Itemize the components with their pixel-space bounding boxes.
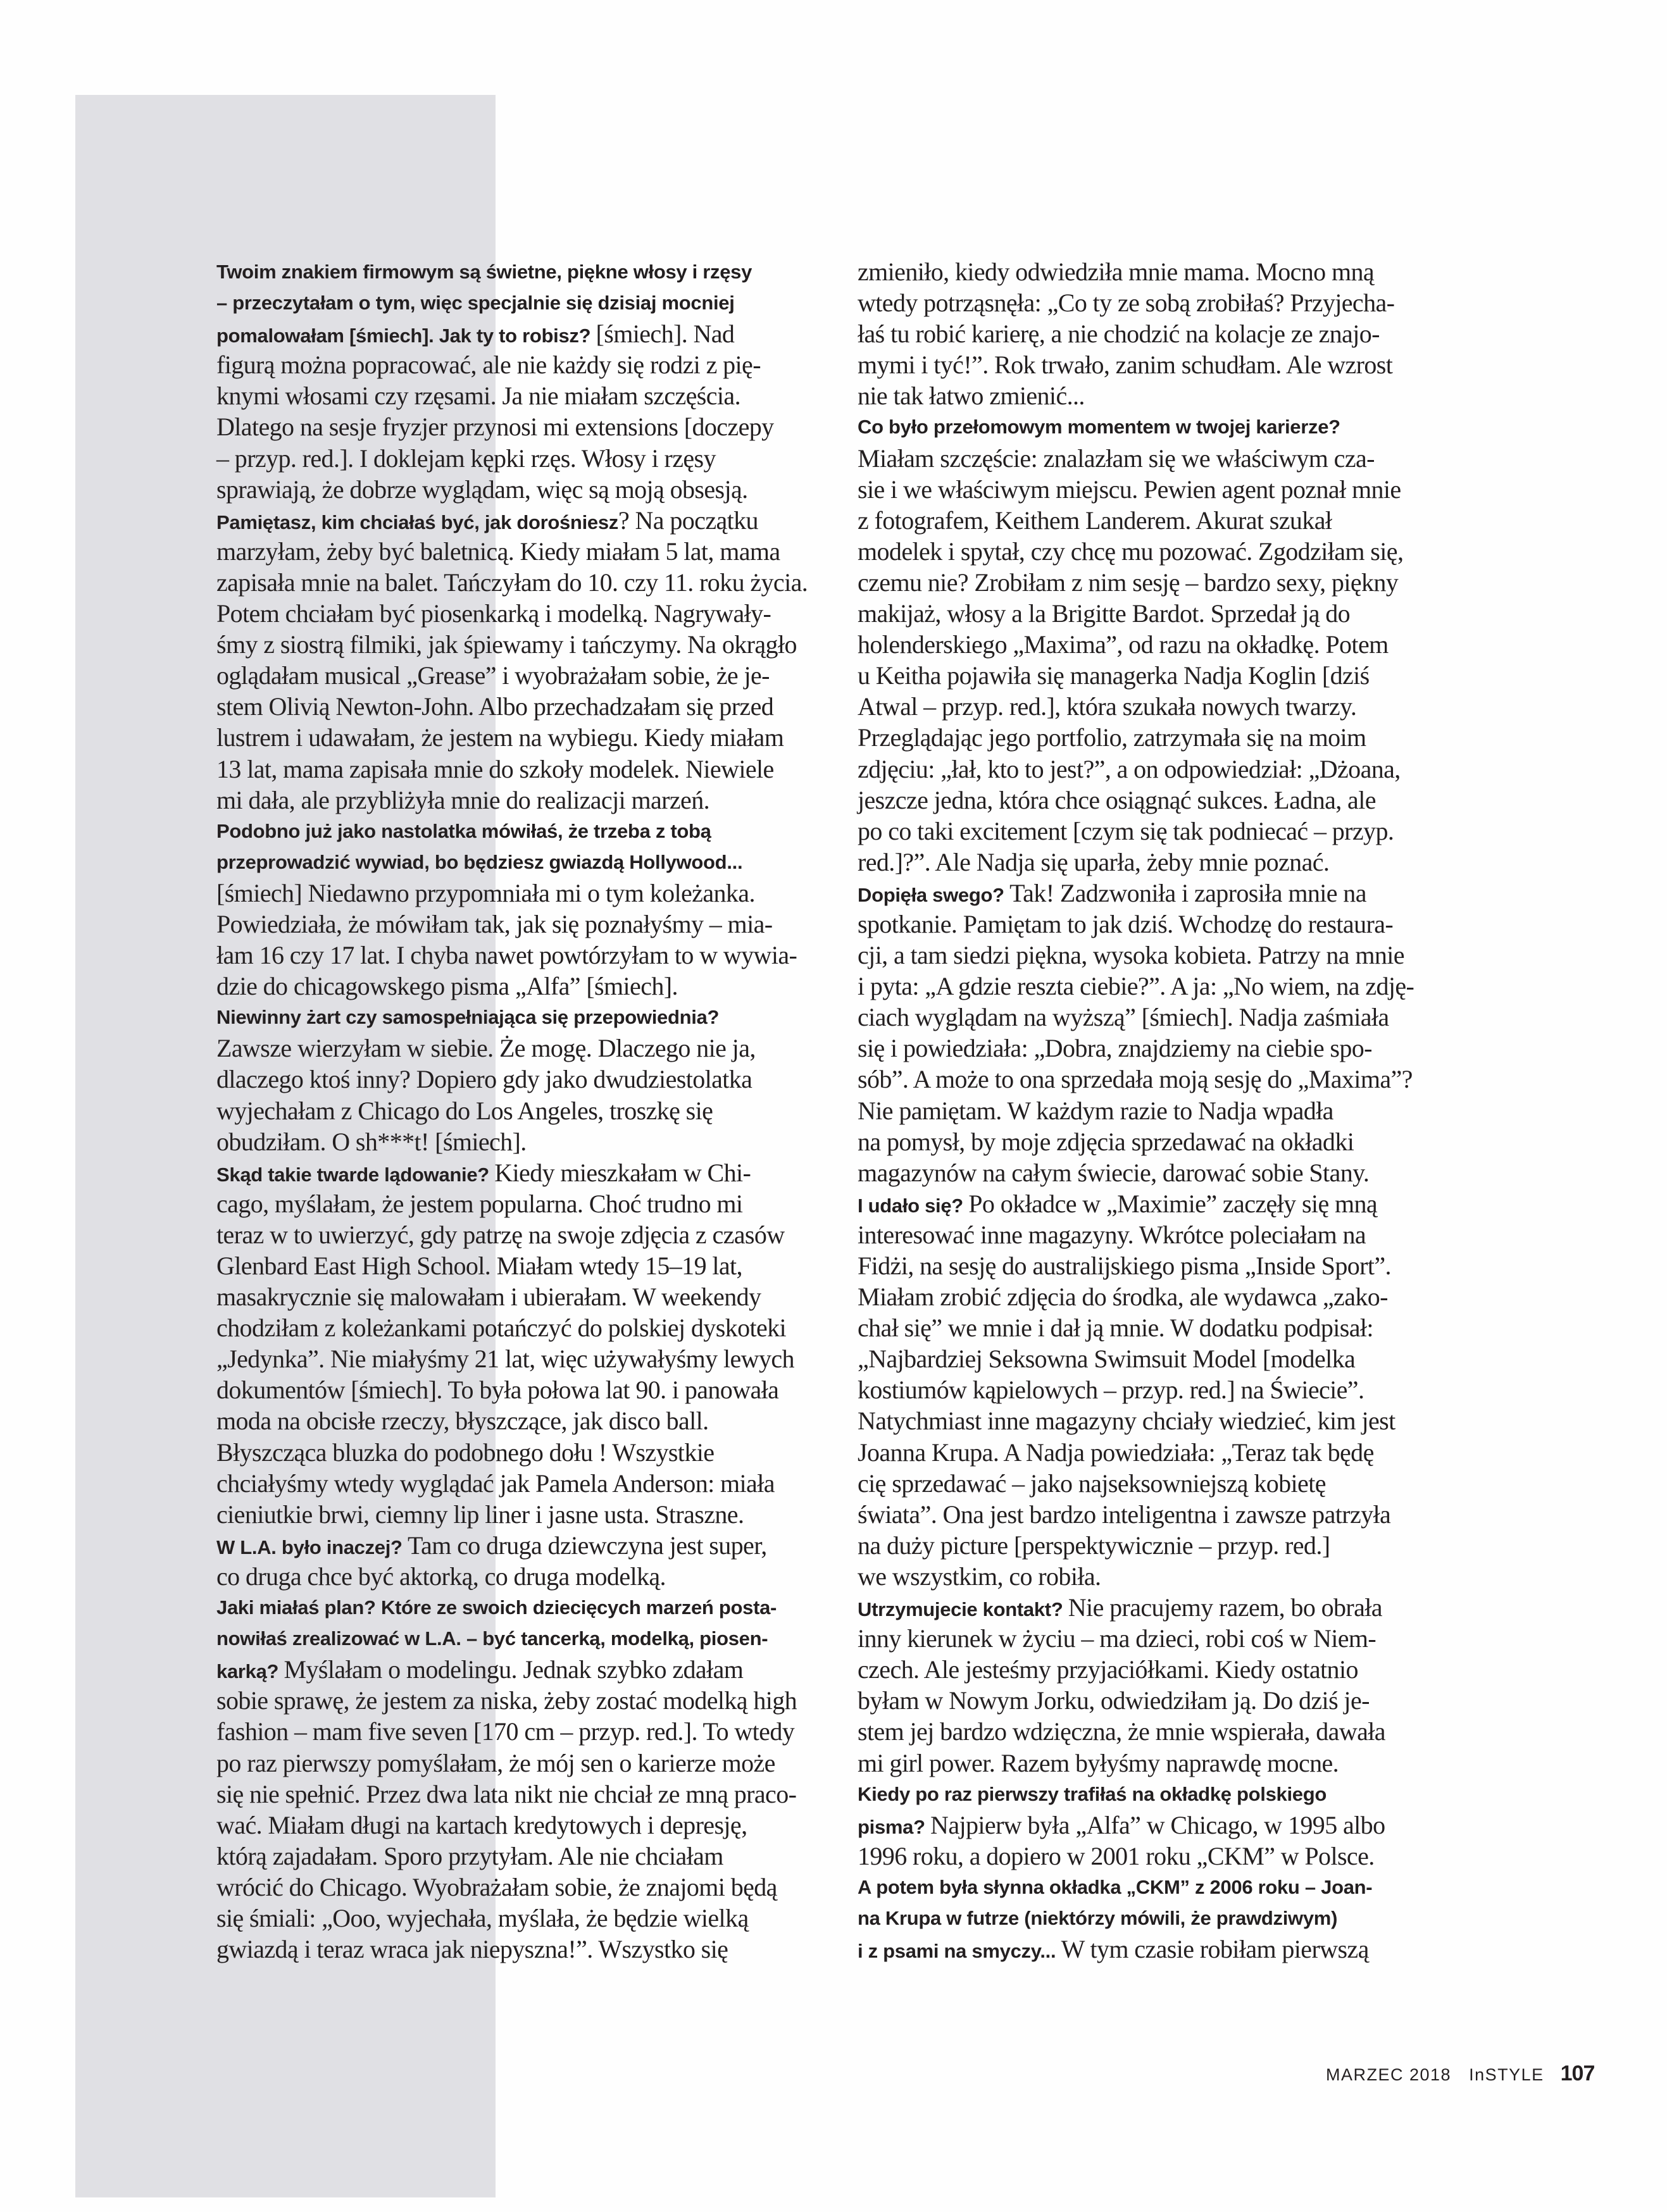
article-line: [858, 629, 1456, 660]
article-line: [858, 1592, 1456, 1623]
article-line: [216, 1343, 818, 1374]
interview-answer-text: Zawsze wierzyłam w siebie. Że mogę. Dlaczego nie ja,: [216, 1034, 756, 1063]
article-line: [216, 1033, 818, 1064]
interview-answer-text: Nie pamiętam. W każdym razie to Nadja wpadła: [858, 1096, 1333, 1125]
interview-answer-text: chał się” we mnie i dał ją mnie. W dodatku podpisał:: [858, 1314, 1373, 1343]
interview-question: Dopięła swego?: [858, 883, 1010, 906]
interview-answer-text: sób”. A może to ona sprzedała moją sesję do „Maxima”?: [858, 1065, 1413, 1094]
article-line: [858, 1250, 1456, 1281]
interview-answer-text: gwiazdą i teraz wraca jak niepyszna!”. Wszystko się: [216, 1935, 728, 1964]
interview-answer-text: wtedy potrząsnęła: „Co ty ze sobą zrobiłaś? Przyjecha-: [858, 289, 1395, 318]
interview-answer-text: Kiedy mieszkałam w Chi-: [494, 1158, 751, 1187]
article-line: [858, 1934, 1456, 1965]
interview-answer-text: Przeglądając jego portfolio, zatrzymała się na moim: [858, 723, 1366, 752]
article-line: [216, 660, 818, 691]
article-line: [858, 1095, 1456, 1126]
article-line: [858, 1033, 1456, 1064]
article-line: [216, 1468, 818, 1499]
interview-answer-text: knymi włosami czy rzęsami. Ja nie miałam szczęścia.: [216, 382, 740, 411]
article-line: [858, 1468, 1456, 1499]
interview-answer-text: moda na obcisłe rzeczy, błyszczące, jak disco ball.: [216, 1407, 709, 1436]
interview-answer-text: zmieniło, kiedy odwiedziła mnie mama. Mocno mną: [858, 258, 1375, 286]
interview-answer-text: 1996 roku, a dopiero w 2001 roku „CKM” w Polsce.: [858, 1841, 1375, 1870]
article-line: [216, 847, 818, 878]
article-line: [858, 1312, 1456, 1343]
interview-question: pisma?: [858, 1815, 931, 1838]
interview-answer-text: spotkanie. Pamiętam to jak dziś. Wchodzę do restaura-: [858, 909, 1394, 938]
interview-answer-text: na duży picture [perspektywicznie – przyp. red.]: [858, 1531, 1330, 1560]
article-line: [858, 505, 1456, 536]
interview-question: przeprowadzić wywiad, bo będziesz gwiazdą Hollywood...: [216, 850, 743, 873]
article-line: [216, 380, 818, 411]
interview-answer-text: Nie pracujemy razem, bo obrała: [1068, 1593, 1382, 1622]
interview-answer-text: śmy z siostrą filmiki, jak śpiewamy i tańczymy. Na okrągło: [216, 630, 797, 659]
article-line: [858, 1343, 1456, 1374]
interview-answer-text: Atwal – przyp. red.], która szukała nowych twarzy.: [858, 692, 1357, 721]
article-line: [858, 411, 1456, 442]
article-line: [858, 1002, 1456, 1033]
article-line: [858, 474, 1456, 505]
article-line: [858, 1126, 1456, 1157]
article-line: [858, 1779, 1456, 1810]
article-line: [858, 909, 1456, 940]
interview-answer-text: się śmiali: „Ooo, wyjechała, myślała, że będzie wielką: [216, 1903, 749, 1932]
article-line: [216, 1623, 818, 1654]
interview-answer-text: dzie do chicagowskego pisma „Alfa” [śmiech].: [216, 972, 678, 1001]
article-line: [858, 1685, 1456, 1716]
interview-answer-text: sprawiają, że dobrze wyglądam, więc są moją obsesją.: [216, 475, 748, 504]
article-line: [858, 536, 1456, 567]
interview-question: Co było przełomowym momentem w twojej karierze?: [858, 416, 1340, 438]
interview-answer-text: u Keitha pojawiła się managerka Nadja Koglin [dziś: [858, 661, 1370, 690]
article-line: [216, 1219, 818, 1250]
interview-answer-text: mymi i tyć!”. Rok trwało, zanim schudłam. Ale wzrost: [858, 351, 1393, 380]
article-line: [216, 318, 818, 349]
interview-answer-text: fashion – mam five seven [170 cm – przyp. red.]. To wtedy: [216, 1717, 795, 1746]
article-line: [858, 349, 1456, 380]
interview-answer-text: chciałyśmy wtedy wyglądać jak Pamela Anderson: miała: [216, 1469, 775, 1498]
article-line: [216, 1903, 818, 1934]
interview-question: Twoim znakiem firmowym są świetne, piękne włosy i rzęsy: [216, 261, 752, 283]
page-number: 107: [1560, 2061, 1595, 2085]
article-line: [216, 1095, 818, 1126]
article-line: [858, 1748, 1456, 1779]
article-line: [216, 505, 818, 536]
interview-answer-text: Fidżi, na sesję do australijskiego pisma „Inside Sport”.: [858, 1252, 1391, 1280]
article-line: [216, 567, 818, 598]
article-line: [216, 1157, 818, 1188]
interview-question: I udało się?: [858, 1194, 969, 1217]
article-line: [216, 754, 818, 785]
interview-answer-text: byłam w Nowym Jorku, odwiedziłam ją. Do dziś je-: [858, 1686, 1370, 1715]
interview-answer-text: po raz pierwszy pomyślałam, że mój sen o karierze może: [216, 1748, 775, 1777]
interview-answer-text: łaś tu robić karierę, a nie chodzić na kolacje ze znajo-: [858, 320, 1380, 349]
article-line: [858, 1903, 1456, 1934]
interview-answer-text: Powiedziała, że mówiłam tak, jak się poznałyśmy – mia-: [216, 909, 773, 938]
article-line: [858, 1623, 1456, 1654]
interview-answer-text: Tak! Zadzwoniła i zaprosiła mnie na: [1009, 878, 1366, 907]
interview-answer-text: mi girl power. Razem byłyśmy naprawdę mocne.: [858, 1748, 1339, 1777]
article-line: [216, 971, 818, 1002]
interview-answer-text: którą zajadałam. Sporo przytyłam. Ale nie chciałam: [216, 1841, 723, 1870]
article-line: [216, 1499, 818, 1530]
article-line: [216, 1064, 818, 1095]
interview-answer-text: po co taki excitement [czym się tak podniecać – przyp.: [858, 816, 1394, 845]
interview-question: Jaki miałaś plan? Które ze swoich dziecięcych marzeń posta-: [216, 1596, 777, 1619]
interview-answer-text: W tym czasie robiłam pierwszą: [1061, 1935, 1369, 1964]
article-column-left: [216, 256, 818, 1965]
article-line: [216, 1126, 818, 1157]
interview-answer-text: oglądałam musical „Grease” i wyobrażałam sobie, że je-: [216, 661, 770, 690]
article-line: [858, 1219, 1456, 1250]
article-line: [858, 443, 1456, 474]
interview-answer-text: jeszcze jedna, która chce osiągnąć sukces. Ładna, ale: [858, 785, 1376, 814]
interview-answer-text: mi dała, ale przybliżyła mnie do realizacji marzeń.: [216, 785, 710, 814]
interview-answer-text: makijaż, włosy a la Brigitte Bardot. Sprzedał ją do: [858, 599, 1351, 628]
article-line: [216, 1530, 818, 1561]
interview-answer-text: kostiumów kąpielowych – przyp. red.] na Świecie”.: [858, 1376, 1364, 1405]
article-line: [858, 1188, 1456, 1219]
article-line: [858, 1405, 1456, 1436]
article-line: [216, 474, 818, 505]
article-line: [858, 971, 1456, 1002]
article-line: [216, 1188, 818, 1219]
article-line: [216, 1810, 818, 1841]
article-line: [216, 411, 818, 442]
article-line: [216, 1872, 818, 1903]
interview-answer-text: Po okładce w „Maximie” zaczęły się mną: [968, 1189, 1378, 1218]
article-line: [216, 629, 818, 660]
article-line: [216, 691, 818, 722]
footer-issue-date: MARZEC 2018: [1326, 2065, 1452, 2084]
interview-answer-text: Miałam zrobić zdjęcia do środka, ale wydawca „zako-: [858, 1283, 1388, 1312]
article-line: [216, 1592, 818, 1623]
interview-answer-text: red.]?”. Ale Nadja się uparła, żeby mnie poznać.: [858, 847, 1330, 876]
interview-question: Pamiętasz, kim chciałaś być, jak dorośniesz: [216, 511, 618, 533]
article-line: [858, 1157, 1456, 1188]
article-line: [216, 598, 818, 629]
interview-answer-text: z fotografem, Keithem Landerem. Akurat szukał: [858, 506, 1332, 535]
article-line: [858, 380, 1456, 411]
article-line: [858, 1561, 1456, 1592]
article-line: [216, 443, 818, 474]
interview-answer-text: stem Olivią Newton-John. Albo przechadzałam się przed: [216, 692, 774, 721]
interview-answer-text: obudziłam. O sh***t! [śmiech].: [216, 1127, 527, 1156]
interview-answer-text: ciach wyglądam na wyższą” [śmiech]. Nadja zaśmiała: [858, 1003, 1389, 1032]
interview-answer-text: Dlatego na sesje fryzjer przynosi mi extensions [doczepy: [216, 413, 774, 442]
article-line: [858, 878, 1456, 909]
interview-answer-text: wać. Miałam długi na kartach kredytowych i depresję,: [216, 1810, 747, 1839]
article-line: [216, 1654, 818, 1685]
article-line: [216, 816, 818, 847]
interview-answer-text: czemu nie? Zrobiłam z nim sesję – bardzo sexy, piękny: [858, 568, 1399, 597]
interview-answer-text: stem jej bardzo wdzięczna, że mnie wspierała, dawała: [858, 1717, 1385, 1746]
article-line: [216, 1561, 818, 1592]
interview-answer-text: Natychmiast inne magazyny chciały wiedzieć, kim jest: [858, 1407, 1395, 1436]
interview-answer-text: i pyta: „A gdzie reszta ciebie?”. A ja: „No wiem, na zdję-: [858, 972, 1414, 1001]
article-line: [216, 940, 818, 971]
interview-question: i z psami na smyczy...: [858, 1940, 1061, 1963]
interview-answer-text: – przyp. red.]. I doklejam kępki rzęs. Włosy i rzęsy: [216, 444, 716, 473]
article-line: [858, 1437, 1456, 1468]
interview-question: Utrzymujecie kontakt?: [858, 1598, 1068, 1621]
interview-answer-text: cago, myślałam, że jestem popularna. Choć trudno mi: [216, 1189, 743, 1218]
article-line: [216, 1437, 818, 1468]
article-line: [858, 1654, 1456, 1685]
article-line: [216, 1312, 818, 1343]
article-line: [858, 1841, 1456, 1872]
article-line: [858, 598, 1456, 629]
interview-answer-text: cieniutkie brwi, ciemny lip liner i jasne usta. Straszne.: [216, 1500, 744, 1529]
article-line: [216, 1250, 818, 1281]
interview-answer-text: na pomysł, by moje zdjęcia sprzedawać na okładki: [858, 1127, 1354, 1156]
interview-answer-text: marzyłam, żeby być baletnicą. Kiedy miałam 5 lat, mama: [216, 537, 780, 566]
interview-answer-text: Miałam szczęście: znalazłam się we właściwym cza-: [858, 444, 1375, 473]
interview-answer-text: się i powiedziała: „Dobra, znajdziemy na ciebie spo-: [858, 1034, 1372, 1063]
article-line: [216, 1405, 818, 1436]
interview-answer-text: dokumentów [śmiech]. To była połowa lat 90. i panowała: [216, 1376, 779, 1405]
article-line: [858, 1872, 1456, 1903]
interview-answer-text: lustrem i udawałam, że jestem na wybiegu. Kiedy miałam: [216, 723, 784, 752]
interview-answer-text: modelek i spytał, czy chcę mu pozować. Zgodziłam się,: [858, 537, 1404, 566]
article-column-right: [858, 256, 1456, 1965]
interview-question: W L.A. było inaczej?: [216, 1536, 408, 1558]
article-line: [216, 722, 818, 753]
article-line: [858, 940, 1456, 971]
interview-answer-text: zapisała mnie na balet. Tańczyłam do 10. czy 11. roku życia.: [216, 568, 808, 597]
interview-answer-text: łam 16 czy 17 lat. I chyba nawet powtórzyłam to w wywia-: [216, 941, 797, 970]
article-line: [216, 287, 818, 318]
article-line: [216, 1281, 818, 1312]
interview-question: Niewinny żart czy samospełniająca się przepowiednia?: [216, 1006, 720, 1029]
article-line: [858, 754, 1456, 785]
article-line: [216, 909, 818, 940]
article-line: [858, 1530, 1456, 1561]
interview-answer-text: masakrycznie się malowałam i ubierałam. W weekendy: [216, 1283, 761, 1312]
interview-answer-text: interesować inne magazyny. Wkrótce poleciałam na: [858, 1220, 1366, 1249]
article-line: [216, 878, 818, 909]
article-line: [216, 1841, 818, 1872]
interview-answer-text: magazynów na całym świecie, darować sobie Stany.: [858, 1158, 1370, 1187]
interview-question: na Krupa w futrze (niektórzy mówili, że prawdziwym): [858, 1906, 1338, 1929]
interview-question: A potem była słynna okładka „CKM” z 2006 roku – Joan-: [858, 1875, 1373, 1898]
interview-answer-text: holenderskiego „Maxima”, od razu na okładkę. Potem: [858, 630, 1389, 659]
interview-answer-text: Joanna Krupa. A Nadja powiedziała: „Teraz tak będę: [858, 1438, 1374, 1467]
interview-answer-text: teraz w to uwierzyć, gdy patrzę na swoje zdjęcia z czasów: [216, 1220, 785, 1249]
article-line: [858, 1281, 1456, 1312]
interview-answer-text: wyjechałam z Chicago do Los Angeles, troszkę się: [216, 1096, 713, 1125]
article-line: [858, 691, 1456, 722]
article-line: [858, 1499, 1456, 1530]
interview-answer-text: świata”. Ona jest bardzo inteligentna i zawsze patrzyła: [858, 1500, 1391, 1529]
article-line: [858, 785, 1456, 816]
interview-answer-text: „Jedynka”. Nie miałyśmy 21 lat, więc używałyśmy lewych: [216, 1345, 794, 1374]
interview-answer-text: sie i we właściwym miejscu. Pewien agent poznał mnie: [858, 475, 1401, 504]
article-line: [216, 1716, 818, 1747]
interview-question: nowiłaś zrealizować w L.A. – być tancerką, modelką, piosen-: [216, 1627, 768, 1650]
interview-answer-text: we wszystkim, co robiła.: [858, 1562, 1101, 1591]
interview-answer-text: figurą można popracować, ale nie każdy się rodzi z pię-: [216, 351, 761, 380]
interview-answer-text: nie tak łatwo zmienić...: [858, 382, 1085, 411]
interview-answer-text: chodziłam z koleżankami potańczyć do polskiej dyskoteki: [216, 1314, 787, 1343]
interview-answer-text: [śmiech]. Nad: [596, 320, 735, 349]
article-line: [858, 1064, 1456, 1095]
article-line: [858, 287, 1456, 318]
article-line: [216, 785, 818, 816]
interview-answer-text: [śmiech] Niedawno przypomniała mi o tym koleżanka.: [216, 878, 755, 907]
article-line: [216, 1002, 818, 1033]
article-line: [216, 1934, 818, 1965]
interview-question: Podobno już jako nastolatka mówiłaś, że trzeba z tobą: [216, 819, 711, 842]
interview-answer-text: Glenbard East High School. Miałam wtedy 15–19 lat,: [216, 1252, 742, 1280]
footer-magazine-name: InSTYLE: [1469, 2065, 1544, 2084]
article-line: [216, 349, 818, 380]
interview-answer-text: 13 lat, mama zapisała mnie do szkoły modelek. Niewiele: [216, 754, 774, 783]
interview-answer-text: Tam co druga dziewczyna jest super,: [408, 1531, 767, 1560]
interview-answer-text: „Najbardziej Seksowna Swimsuit Model [modelka: [858, 1345, 1356, 1374]
article-line: [216, 1685, 818, 1716]
interview-answer-text: cji, a tam siedzi piękna, wysoka kobieta. Patrzy na mnie: [858, 941, 1404, 970]
interview-answer-text: cię sprzedawać – jako najseksowniejszą kobietę: [858, 1469, 1326, 1498]
interview-question: Kiedy po raz pierwszy trafiłaś na okładkę polskiego: [858, 1782, 1327, 1805]
article-line: [216, 536, 818, 567]
article-line: [216, 1779, 818, 1810]
interview-answer-text: co druga chce być aktorką, co druga modelką.: [216, 1562, 666, 1591]
interview-answer-text: dlaczego ktoś inny? Dopiero gdy jako dwudziestolatka: [216, 1065, 752, 1094]
interview-answer-text: się nie spełnić. Przez dwa lata nikt nie chciał ze mną praco-: [216, 1779, 797, 1808]
interview-answer-text: wrócić do Chicago. Wyobrażałam sobie, że znajomi będą: [216, 1872, 777, 1901]
article-line: [858, 660, 1456, 691]
interview-answer-text: Błyszcząca bluzka do podobnego dołu ! Wszystkie: [216, 1438, 715, 1467]
article-line: [858, 847, 1456, 878]
article-line: [858, 256, 1456, 287]
article-line: [858, 1374, 1456, 1405]
interview-answer-text: Najpierw była „Alfa” w Chicago, w 1995 albo: [930, 1810, 1385, 1839]
article-line: [858, 318, 1456, 349]
interview-answer-text: ? Na początku: [618, 506, 758, 535]
interview-answer-text: inny kierunek w życiu – ma dzieci, robi coś w Niem-: [858, 1624, 1377, 1653]
interview-answer-text: zdjęciu: „łał, kto to jest?”, a on odpowiedział: „Dżoana,: [858, 754, 1401, 783]
interview-question: pomalowałam [śmiech]. Jak ty to robisz?: [216, 325, 596, 347]
article-line: [858, 567, 1456, 598]
article-line: [216, 1374, 818, 1405]
interview-answer-text: sobie sprawę, że jestem za niska, żeby zostać modelką high: [216, 1686, 797, 1715]
interview-question: Skąd takie twarde lądowanie?: [216, 1163, 495, 1186]
article-line: [858, 816, 1456, 847]
article-line: [858, 1810, 1456, 1841]
interview-question: karką?: [216, 1660, 284, 1683]
article-line: [858, 722, 1456, 753]
interview-answer-text: Myślałam o modelingu. Jednak szybko zdałam: [284, 1655, 744, 1684]
article-line: [858, 1716, 1456, 1747]
interview-answer-text: czech. Ale jesteśmy przyjaciółkami. Kiedy ostatnio: [858, 1655, 1358, 1684]
article-line: [216, 1748, 818, 1779]
page-footer: [1326, 2061, 1594, 2087]
interview-answer-text: Potem chciałam być piosenkarką i modelką. Nagrywały-: [216, 599, 771, 628]
interview-question: – przeczytałam o tym, więc specjalnie się dzisiaj mocniej: [216, 292, 735, 314]
article-line: [216, 256, 818, 287]
